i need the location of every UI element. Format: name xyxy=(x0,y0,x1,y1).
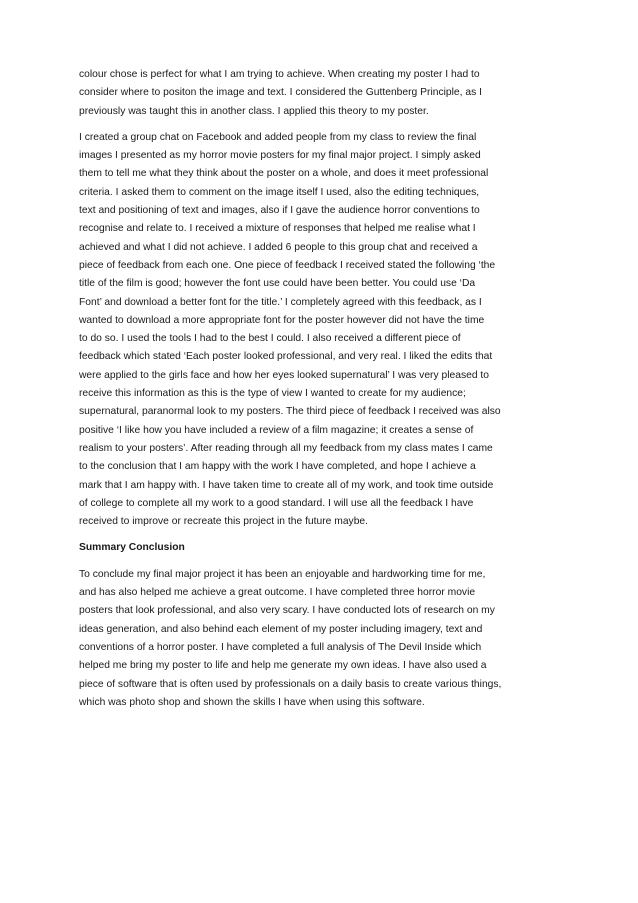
text-line: ideas generation, and also behind each element of my poster including imagery, text and xyxy=(79,623,483,635)
text-line: of college to complete all my work to a good standard. I will use all the feedback I have xyxy=(79,497,474,509)
text-line: them to tell me what they think about the poster on a whole, and does it meet professional xyxy=(79,168,489,180)
text-line: feedback which stated ‘Each poster looked professional, and very real. I liked the edits that xyxy=(79,351,493,363)
text-line: Font’ and download a better font for the title.’ I completely agreed with this feedback, as I xyxy=(79,296,482,308)
text-line: achieved and what I did not achieve. I added 6 people to this group chat and received a xyxy=(79,241,478,253)
paragraph-feedback xyxy=(79,129,569,532)
text-line: criteria. I asked them to comment on the image itself I used, also the editing techniques, xyxy=(79,186,480,198)
text-line: piece of feedback from each one. One piece of feedback I received stated the following ‘the xyxy=(79,259,496,271)
text-line: I created a group chat on Facebook and added people from my class to review the final xyxy=(79,131,477,143)
text-line: title of the film is good; however the font use could have been better. You could use ‘Da xyxy=(79,278,476,290)
paragraph-intro xyxy=(79,66,569,121)
text-line: realism to your posters’. After reading through all my feedback from my class mates I came xyxy=(79,442,493,454)
text-line: receive this information as this is the type of view I wanted to create for my audience; xyxy=(79,388,466,400)
text-line: posters that look professional, and also very scary. I have conducted lots of research on my xyxy=(79,605,495,617)
text-line: previously was taught this in another class. I applied this theory to my poster. xyxy=(79,105,429,117)
text-line: consider where to positon the image and text. I considered the Guttenberg Principle, as I xyxy=(79,87,482,99)
text-line: and has also helped me achieve a great outcome. I have completed three horror movie xyxy=(79,587,476,599)
text-line: To conclude my final major project it has been an enjoyable and hardworking time for me, xyxy=(79,568,486,580)
text-line: positive ‘I like how you have included a review of a film magazine; it creates a sense of xyxy=(79,424,474,436)
text-line: supernatural, paranormal look to my posters. The third piece of feedback I received was also xyxy=(79,406,501,418)
document-body xyxy=(79,66,569,720)
text-line: images I presented as my horror movie posters for my final major project. I simply asked xyxy=(79,150,481,162)
text-line: to do so. I used the tools I had to the best I could. I also received a different piece of xyxy=(79,333,461,345)
text-line: recognise and relate to. I received a mixture of responses that helped me realise what I xyxy=(79,223,476,235)
text-line: helped me bring my poster to life and help me generate my own ideas. I have also used a xyxy=(79,660,487,672)
text-line: piece of software that is often used by professionals on a daily basis to create various things, xyxy=(79,678,502,690)
text-line: wanted to download a more appropriate font for the poster however did not have the time xyxy=(79,314,485,326)
paragraph-conclusion xyxy=(79,566,569,712)
text-line: which was photo shop and shown the skills I have when using this software. xyxy=(79,696,425,708)
text-line: to the conclusion that I am happy with the work I have completed, and hope I achieve a xyxy=(79,461,476,473)
text-line: mark that I am happy with. I have taken time to create all of my work, and took time outside xyxy=(79,479,494,491)
text-line: colour chose is perfect for what I am trying to achieve. When creating my poster I had to xyxy=(79,69,480,80)
text-line: were applied to the girls face and how her eyes looked supernatural’ I was very pleased to xyxy=(79,369,490,381)
text-line: conventions of a horror poster. I have completed a full analysis of The Devil Inside which xyxy=(79,641,482,653)
text-line: received to improve or recreate this project in the future maybe. xyxy=(79,516,369,528)
section-heading: Summary Conclusion xyxy=(79,542,185,554)
text-line: text and positioning of text and images, also if I gave the audience horror conventions to xyxy=(79,205,480,217)
